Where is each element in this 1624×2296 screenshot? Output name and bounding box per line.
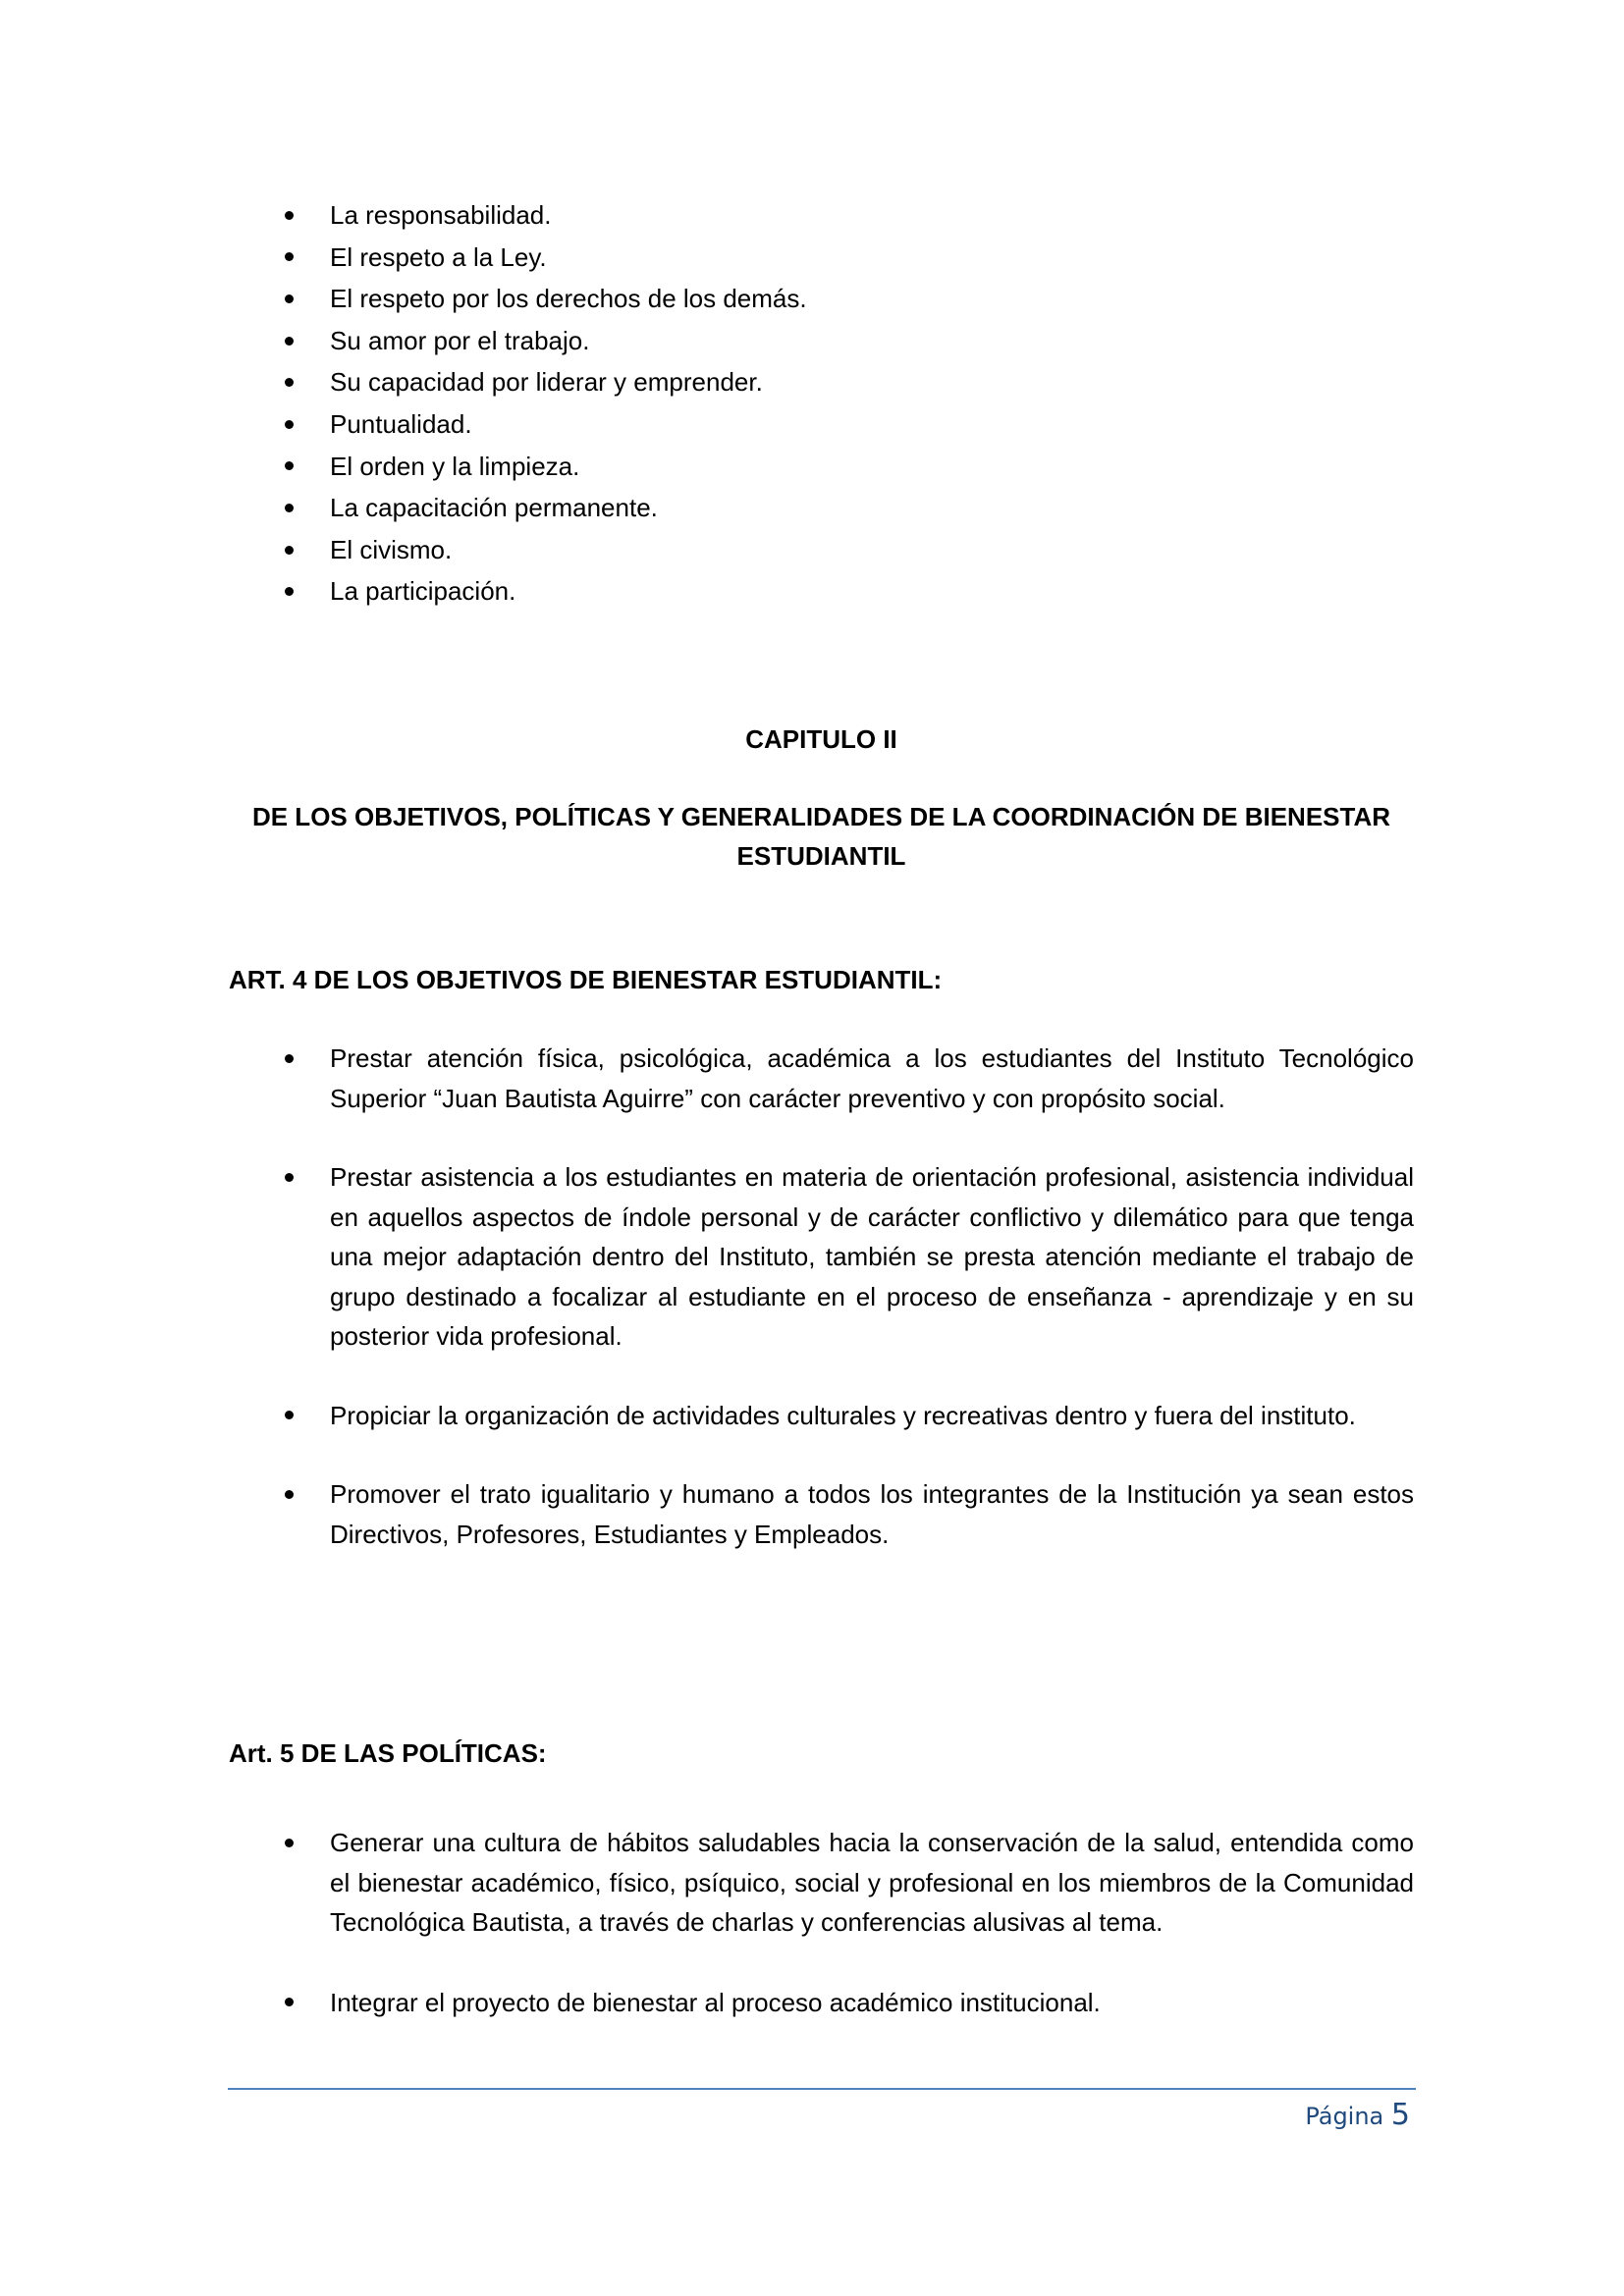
list-item-text: El orden y la limpieza.	[330, 451, 580, 481]
list-item	[275, 1157, 1414, 1357]
list-item	[275, 1983, 1414, 2023]
bullet-icon	[285, 278, 295, 320]
list-item-text: El civismo.	[330, 534, 453, 564]
list-item-text: Propiciar la organización de actividades culturales y recreativas dentro y fuera del instituto.	[330, 1400, 1356, 1430]
bullet-icon	[285, 1474, 295, 1515]
bullet-icon	[285, 487, 295, 529]
chapter-title: DE LOS OBJETIVOS, POLÍTICAS Y GENERALIDADES DE LA COORDINACIÓN DE BIENESTAR ESTUDIANTIL	[251, 802, 1391, 871]
list-item-text: La participación.	[330, 576, 516, 607]
list-item	[275, 1039, 1414, 1118]
chapter-number: CAPITULO II	[745, 724, 897, 754]
list-item-text: Puntualidad.	[330, 408, 472, 439]
page-number: 5	[1390, 2098, 1410, 2132]
list-item-text: El respeto a la Ley.	[330, 241, 547, 272]
bullet-icon	[285, 1157, 295, 1198]
bullet-icon	[285, 1396, 295, 1436]
bullet-icon	[285, 361, 295, 403]
list-item	[275, 1823, 1414, 1943]
list-item-text: Promover el trato igualitario y humano a todos los integrantes de la Institución ya sean estos Directivos, Profesores, Estudiantes y Empleados.	[330, 1479, 1414, 1549]
list-item	[275, 1396, 1414, 1436]
list-item	[275, 320, 807, 362]
values-list	[275, 194, 807, 613]
article-4-heading: ART. 4 DE LOS OBJETIVOS DE BIENESTAR ESTUDIANTIL:	[229, 965, 943, 994]
page-label: Página	[1305, 2103, 1384, 2130]
list-item-text: Su capacidad por liderar y emprender.	[330, 367, 763, 398]
list-item	[275, 529, 807, 571]
list-item	[275, 194, 807, 237]
bullet-icon	[285, 529, 295, 571]
list-item	[275, 361, 807, 403]
bullet-icon	[285, 320, 295, 362]
list-item	[275, 487, 807, 529]
list-item	[275, 237, 807, 279]
bullet-icon	[285, 446, 295, 488]
objectives-list	[275, 1039, 1414, 1554]
footer-divider	[228, 2088, 1416, 2090]
list-item	[275, 1474, 1414, 1554]
list-item-text: La responsabilidad.	[330, 200, 552, 230]
bullet-icon	[285, 403, 295, 446]
bullet-icon	[285, 237, 295, 279]
list-item-text: El respeto por los derechos de los demás.	[330, 284, 807, 314]
list-item-text: Prestar atención física, psicológica, académica a los estudiantes del Instituto Tecnológico Superior “Juan Bautista Aguirre” con carácter preventivo y con propósito social.	[330, 1043, 1414, 1113]
bullet-icon	[285, 1983, 295, 2023]
article-5-heading: Art. 5 DE LAS POLÍTICAS:	[229, 1738, 547, 1768]
list-item	[275, 278, 807, 320]
bullet-icon	[285, 1039, 295, 1079]
list-item	[275, 570, 807, 613]
list-item-text: Integrar el proyecto de bienestar al proceso académico institucional.	[330, 1987, 1101, 2017]
page-number-footer	[1305, 2098, 1410, 2132]
list-item-text: Su amor por el trabajo.	[330, 325, 590, 355]
list-item	[275, 446, 807, 488]
policies-list	[275, 1823, 1414, 2022]
list-item	[275, 403, 807, 446]
bullet-icon	[285, 194, 295, 237]
bullet-icon	[285, 570, 295, 613]
list-item-text: Generar una cultura de hábitos saludables hacia la conservación de la salud, entendida como el bienestar académico, físico, psíquico, social y profesional en los miembros de la Comunidad Tecnológica Bautista, a través de charlas y conferencias alusivas al tema.	[330, 1828, 1414, 1937]
bullet-icon	[285, 1823, 295, 1863]
list-item-text: Prestar asistencia a los estudiantes en materia de orientación profesional, asistencia individual en aquellos aspectos de índole personal y de carácter conflictivo y dilemático para que tenga una mejor adaptación dentro del Instituto, también se presta atención mediante el trabajo de grupo destinado a focalizar al estudiante en el proceso de enseñanza - aprendizaje y en su posterior vida profesional.	[330, 1162, 1414, 1351]
list-item-text: La capacitación permanente.	[330, 493, 658, 523]
